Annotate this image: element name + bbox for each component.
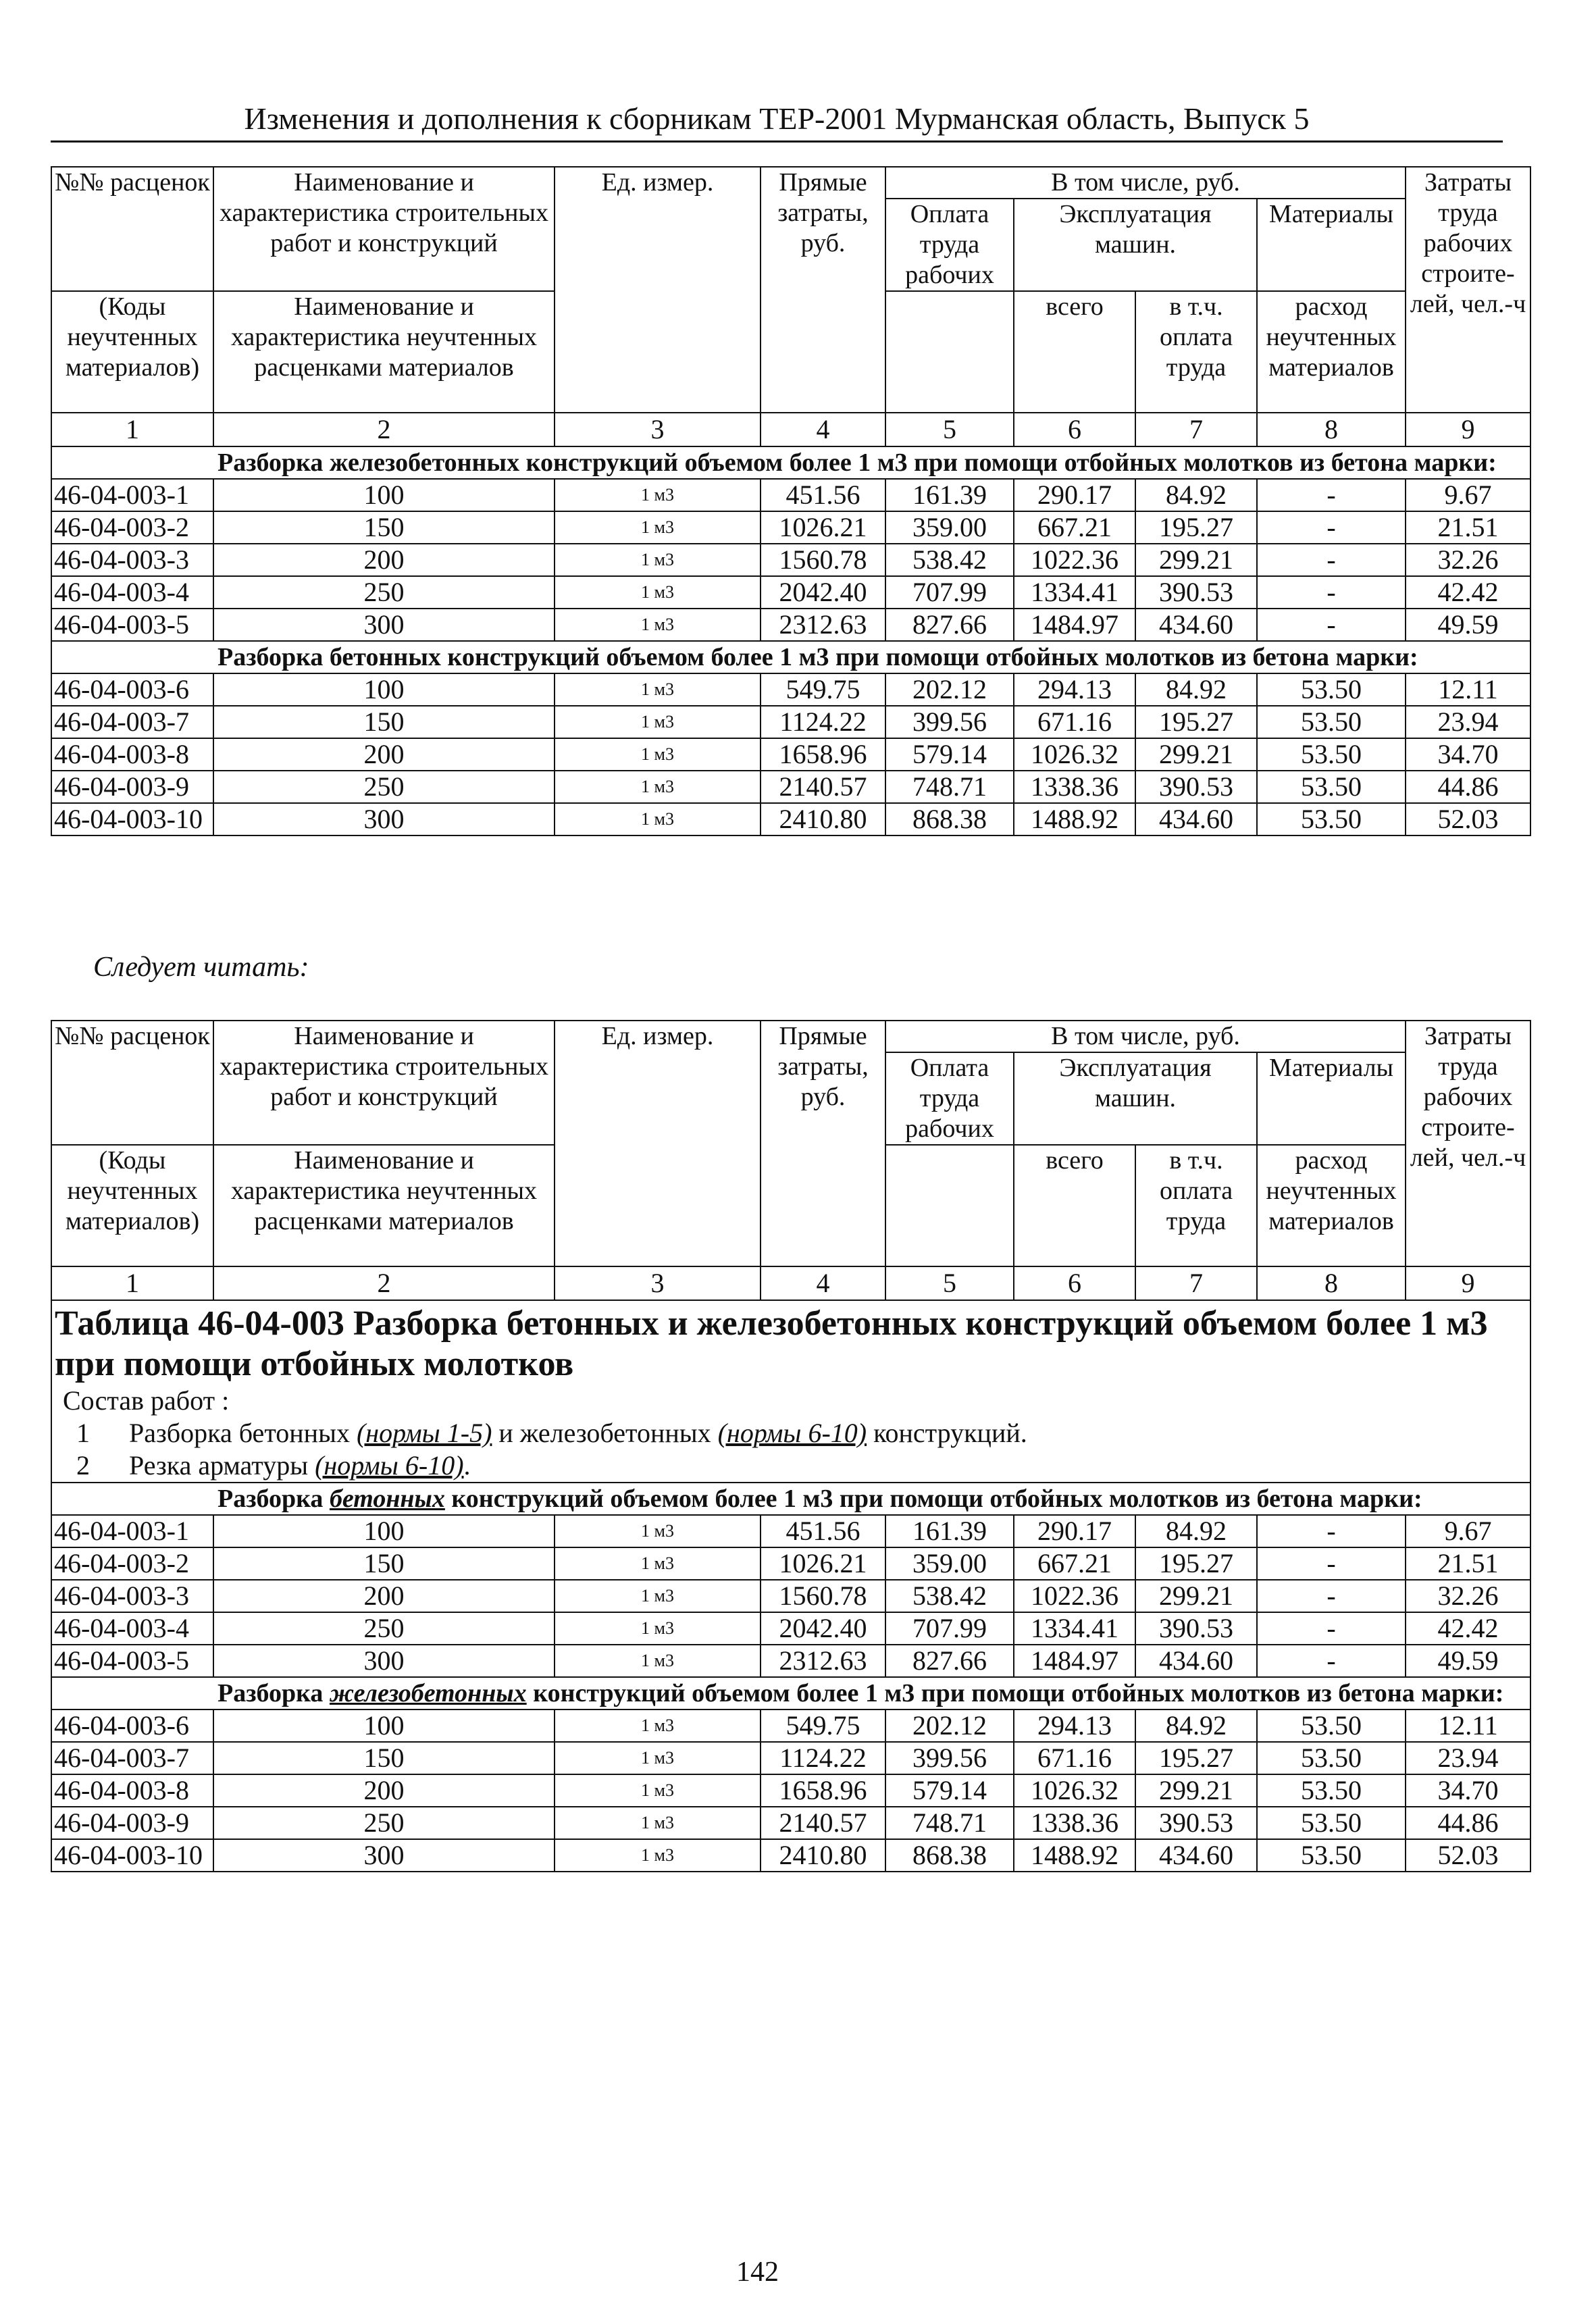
composition-label: Состав работ : [63, 1385, 230, 1416]
rate-code-cell: 46-04-003-6 [51, 673, 213, 706]
col-number: 2 [213, 1266, 555, 1300]
materials-cell: 53.50 [1257, 803, 1406, 835]
table-row [51, 544, 1530, 576]
labor-hours-cell: 42.42 [1406, 576, 1530, 609]
rate-code-cell: 46-04-003-10 [51, 803, 213, 835]
col-number: 6 [1014, 1266, 1135, 1300]
header-rule [51, 140, 1503, 143]
rate-code-cell: 46-04-003-7 [51, 1742, 213, 1774]
machine-total-cell: 667.21 [1014, 1547, 1135, 1580]
machine-labor-cell: 390.53 [1135, 771, 1257, 803]
labor-pay-cell: 579.14 [885, 738, 1014, 771]
materials-cell: - [1257, 609, 1406, 641]
machine-labor-cell: 299.21 [1135, 544, 1257, 576]
machine-total-cell: 1484.97 [1014, 609, 1135, 641]
col8-header: Материалы [1257, 1052, 1406, 1145]
machine-labor-cell: 390.53 [1135, 576, 1257, 609]
direct-cost-cell: 451.56 [761, 479, 885, 511]
section-title-emphasis: бетонных [329, 1485, 445, 1513]
direct-cost-cell: 2042.40 [761, 1612, 885, 1645]
direct-cost-cell: 1560.78 [761, 1580, 885, 1612]
grade-cell: 300 [213, 803, 555, 835]
machine-total-cell: 1026.32 [1014, 738, 1135, 771]
col-number: 3 [555, 1266, 761, 1300]
machine-labor-cell: 434.60 [1135, 1839, 1257, 1872]
grade-cell: 300 [213, 609, 555, 641]
col1-header: №№ расценок [51, 1021, 213, 1145]
unit-cell: 1 м3 [555, 1547, 761, 1580]
unit-cell: 1 м3 [555, 576, 761, 609]
labor-pay-cell: 538.42 [885, 544, 1014, 576]
col-number: 9 [1406, 1266, 1530, 1300]
machine-labor-cell: 390.53 [1135, 1612, 1257, 1645]
grade-cell: 100 [213, 1515, 555, 1547]
unit-cell: 1 м3 [555, 1515, 761, 1547]
unit-cell: 1 м3 [555, 1612, 761, 1645]
rate-code-cell: 46-04-003-4 [51, 576, 213, 609]
section-title-rest: конструкций объемом более 1 м3 при помощи отбойных молотков из бетона марки: [444, 1485, 1422, 1513]
table-row [51, 1547, 1530, 1580]
materials-cell: 53.50 [1257, 1774, 1406, 1807]
labor-hours-cell: 44.86 [1406, 771, 1530, 803]
machine-total-cell: 1488.92 [1014, 1839, 1135, 1872]
materials-cell: - [1257, 1580, 1406, 1612]
col2-subheader: Наименование и характеристика неучтенных расценками материалов [213, 291, 555, 413]
labor-pay-cell: 868.38 [885, 803, 1014, 835]
labor-hours-cell: 44.86 [1406, 1807, 1530, 1839]
page-header: Изменения и дополнения к сборникам ТЕР-2001 Мурманская область, Выпуск 5 [244, 101, 1310, 136]
labor-hours-cell: 34.70 [1406, 1774, 1530, 1807]
unit-cell: 1 м3 [555, 511, 761, 544]
machine-total-cell: 1026.32 [1014, 1774, 1135, 1807]
col1-subheader: (Коды неучтенных материалов) [51, 1145, 213, 1266]
machine-labor-cell: 84.92 [1135, 479, 1257, 511]
machine-total-cell: 1022.36 [1014, 1580, 1135, 1612]
materials-cell: - [1257, 1515, 1406, 1547]
page-number: 142 [736, 2257, 779, 2288]
materials-cell: - [1257, 576, 1406, 609]
machine-labor-cell: 434.60 [1135, 609, 1257, 641]
section-title-prefix: Разборка [217, 1485, 330, 1513]
labor-hours-cell: 49.59 [1406, 609, 1530, 641]
rate-code-cell: 46-04-003-8 [51, 738, 213, 771]
rates-table-original [51, 166, 1531, 836]
composition-item [55, 1449, 1526, 1482]
labor-hours-cell: 9.67 [1406, 1515, 1530, 1547]
unit-cell: 1 м3 [555, 479, 761, 511]
norms-ref: (нормы 6-10) [717, 1418, 867, 1448]
item-text: . [463, 1450, 471, 1481]
labor-pay-cell: 538.42 [885, 1580, 1014, 1612]
labor-pay-cell: 748.71 [885, 771, 1014, 803]
labor-hours-cell: 42.42 [1406, 1612, 1530, 1645]
table-row [51, 1839, 1530, 1872]
table-row [51, 1742, 1530, 1774]
unit-cell: 1 м3 [555, 673, 761, 706]
rate-code-cell: 46-04-003-7 [51, 706, 213, 738]
item-text: Резка арматуры [129, 1450, 315, 1481]
section-title [51, 1677, 1530, 1709]
materials-cell: - [1257, 544, 1406, 576]
col1-subheader: (Коды неучтенных материалов) [51, 291, 213, 413]
direct-cost-cell: 549.75 [761, 673, 885, 706]
machine-total-cell: 1484.97 [1014, 1645, 1135, 1677]
labor-hours-cell: 23.94 [1406, 706, 1530, 738]
col5-subheader [885, 291, 1014, 413]
unit-cell: 1 м3 [555, 1807, 761, 1839]
machine-total-cell: 294.13 [1014, 673, 1135, 706]
materials-cell: - [1257, 1645, 1406, 1677]
grade-cell: 300 [213, 1645, 555, 1677]
machine-labor-cell: 195.27 [1135, 511, 1257, 544]
unit-cell: 1 м3 [555, 1709, 761, 1742]
grade-cell: 150 [213, 706, 555, 738]
col9-header: Затраты труда рабочих строите-лей, чел.-ч [1406, 167, 1530, 413]
labor-hours-cell: 32.26 [1406, 1580, 1530, 1612]
section-title [51, 1483, 1530, 1515]
composition-item [55, 1417, 1526, 1449]
rate-code-cell: 46-04-003-3 [51, 1580, 213, 1612]
col2-header: Наименование и характеристика строительных работ и конструкций [213, 1021, 555, 1145]
labor-hours-cell: 12.11 [1406, 1709, 1530, 1742]
col8-subheader: расход неучтенных материалов [1257, 291, 1406, 413]
incl-header: В том числе, руб. [885, 1021, 1406, 1052]
materials-cell: 53.50 [1257, 738, 1406, 771]
direct-cost-cell: 2312.63 [761, 609, 885, 641]
unit-cell: 1 м3 [555, 738, 761, 771]
direct-cost-cell: 1026.21 [761, 511, 885, 544]
col7-header: в т.ч. оплата труда [1135, 1145, 1257, 1266]
col2-subheader: Наименование и характеристика неучтенных расценками материалов [213, 1145, 555, 1266]
table-row [51, 706, 1530, 738]
machine-total-cell: 1338.36 [1014, 771, 1135, 803]
norms-ref: (нормы 6-10) [315, 1450, 464, 1481]
materials-cell: - [1257, 479, 1406, 511]
table-row [51, 738, 1530, 771]
labor-hours-cell: 12.11 [1406, 673, 1530, 706]
col4-header: Прямые затраты, руб. [761, 167, 885, 413]
rate-code-cell: 46-04-003-10 [51, 1839, 213, 1872]
machine-total-cell: 1338.36 [1014, 1807, 1135, 1839]
col-number: 8 [1257, 1266, 1406, 1300]
table-row [51, 1709, 1530, 1742]
rate-code-cell: 46-04-003-4 [51, 1612, 213, 1645]
direct-cost-cell: 549.75 [761, 1709, 885, 1742]
table-row [51, 771, 1530, 803]
table-title: Таблица 46-04-003 Разборка бетонных и железобетонных конструкций объемом более 1 м3 при помощи отбойных молотков [55, 1304, 1488, 1383]
unit-cell: 1 м3 [555, 1839, 761, 1872]
labor-hours-cell: 49.59 [1406, 1645, 1530, 1677]
direct-cost-cell: 2312.63 [761, 1645, 885, 1677]
grade-cell: 100 [213, 673, 555, 706]
section-header-row [51, 1677, 1530, 1709]
direct-cost-cell: 1658.96 [761, 1774, 885, 1807]
materials-cell: 53.50 [1257, 1807, 1406, 1839]
machine-total-cell: 1488.92 [1014, 803, 1135, 835]
materials-cell: 53.50 [1257, 1839, 1406, 1872]
materials-cell: 53.50 [1257, 673, 1406, 706]
col3-header: Ед. измер. [555, 1021, 761, 1266]
grade-cell: 200 [213, 738, 555, 771]
direct-cost-cell: 451.56 [761, 1515, 885, 1547]
incl-header: В том числе, руб. [885, 167, 1406, 199]
unit-cell: 1 м3 [555, 803, 761, 835]
labor-pay-cell: 399.56 [885, 706, 1014, 738]
col-number: 5 [885, 413, 1014, 446]
direct-cost-cell: 1560.78 [761, 544, 885, 576]
col-number: 4 [761, 1266, 885, 1300]
labor-hours-cell: 32.26 [1406, 544, 1530, 576]
machine-total-cell: 290.17 [1014, 479, 1135, 511]
unit-cell: 1 м3 [555, 1742, 761, 1774]
machine-labor-cell: 390.53 [1135, 1807, 1257, 1839]
machine-total-cell: 290.17 [1014, 1515, 1135, 1547]
machine-labor-cell: 299.21 [1135, 1774, 1257, 1807]
unit-cell: 1 м3 [555, 1774, 761, 1807]
grade-cell: 250 [213, 1612, 555, 1645]
table-row [51, 511, 1530, 544]
rate-code-cell: 46-04-003-9 [51, 1807, 213, 1839]
table-row [51, 803, 1530, 835]
materials-cell: 53.50 [1257, 1709, 1406, 1742]
unit-cell: 1 м3 [555, 544, 761, 576]
unit-cell: 1 м3 [555, 609, 761, 641]
section-title-emphasis: железобетонных [329, 1679, 527, 1707]
section-header-row [51, 1483, 1530, 1515]
labor-hours-cell: 9.67 [1406, 479, 1530, 511]
unit-cell: 1 м3 [555, 1580, 761, 1612]
materials-cell: - [1257, 1547, 1406, 1580]
rate-code-cell: 46-04-003-5 [51, 1645, 213, 1677]
direct-cost-cell: 2410.80 [761, 803, 885, 835]
direct-cost-cell: 1124.22 [761, 706, 885, 738]
labor-pay-cell: 359.00 [885, 1547, 1014, 1580]
materials-cell: 53.50 [1257, 771, 1406, 803]
grade-cell: 250 [213, 576, 555, 609]
machine-labor-cell: 434.60 [1135, 803, 1257, 835]
machine-total-cell: 671.16 [1014, 1742, 1135, 1774]
rate-code-cell: 46-04-003-2 [51, 511, 213, 544]
materials-cell: 53.50 [1257, 1742, 1406, 1774]
machine-total-cell: 1334.41 [1014, 1612, 1135, 1645]
table-caption-cell [51, 1300, 1530, 1483]
machine-total-cell: 667.21 [1014, 511, 1135, 544]
grade-cell: 200 [213, 1774, 555, 1807]
rates-table-corrected [51, 1020, 1531, 1872]
col5-header: Оплата труда рабочих [885, 1052, 1014, 1145]
col-number: 6 [1014, 413, 1135, 446]
item-text: конструкций. [867, 1418, 1027, 1448]
col5-header: Оплата труда рабочих [885, 199, 1014, 291]
grade-cell: 200 [213, 544, 555, 576]
labor-pay-cell: 399.56 [885, 1742, 1014, 1774]
direct-cost-cell: 2140.57 [761, 1807, 885, 1839]
section-title: Разборка железобетонных конструкций объемом более 1 м3 при помощи отбойных молотков из бетона марки: [51, 446, 1530, 479]
labor-pay-cell: 748.71 [885, 1807, 1014, 1839]
table-row [51, 1612, 1530, 1645]
labor-pay-cell: 707.99 [885, 1612, 1014, 1645]
labor-hours-cell: 52.03 [1406, 803, 1530, 835]
col7-header: в т.ч. оплата труда [1135, 291, 1257, 413]
col6-header: всего [1014, 1145, 1135, 1266]
col8-subheader: расход неучтенных материалов [1257, 1145, 1406, 1266]
machine-labor-cell: 84.92 [1135, 1515, 1257, 1547]
section-title: Разборка бетонных конструкций объемом более 1 м3 при помощи отбойных молотков из бетона марки: [51, 641, 1530, 673]
labor-hours-cell: 21.51 [1406, 1547, 1530, 1580]
col-number: 9 [1406, 413, 1530, 446]
rate-code-cell: 46-04-003-1 [51, 479, 213, 511]
unit-cell: 1 м3 [555, 771, 761, 803]
col4-header: Прямые затраты, руб. [761, 1021, 885, 1266]
unit-cell: 1 м3 [555, 706, 761, 738]
materials-cell: 53.50 [1257, 706, 1406, 738]
rate-code-cell: 46-04-003-5 [51, 609, 213, 641]
col-number: 7 [1135, 1266, 1257, 1300]
table-row [51, 1580, 1530, 1612]
col9-header: Затраты труда рабочих строите-лей, чел.-ч [1406, 1021, 1530, 1266]
section-header-row [51, 446, 1530, 479]
direct-cost-cell: 1658.96 [761, 738, 885, 771]
col8-header: Материалы [1257, 199, 1406, 291]
materials-cell: - [1257, 511, 1406, 544]
direct-cost-cell: 2410.80 [761, 1839, 885, 1872]
grade-cell: 100 [213, 1709, 555, 1742]
col5-subheader [885, 1145, 1014, 1266]
table-row [51, 673, 1530, 706]
labor-pay-cell: 161.39 [885, 479, 1014, 511]
col-number: 7 [1135, 413, 1257, 446]
machine-labor-cell: 84.92 [1135, 1709, 1257, 1742]
grade-cell: 150 [213, 1547, 555, 1580]
rate-code-cell: 46-04-003-8 [51, 1774, 213, 1807]
labor-pay-cell: 359.00 [885, 511, 1014, 544]
grade-cell: 300 [213, 1839, 555, 1872]
machine-total-cell: 1334.41 [1014, 576, 1135, 609]
labor-pay-cell: 868.38 [885, 1839, 1014, 1872]
col-number: 8 [1257, 413, 1406, 446]
rate-code-cell: 46-04-003-6 [51, 1709, 213, 1742]
col-number: 1 [51, 1266, 213, 1300]
grade-cell: 100 [213, 479, 555, 511]
table-row [51, 576, 1530, 609]
rate-code-cell: 46-04-003-2 [51, 1547, 213, 1580]
labor-pay-cell: 161.39 [885, 1515, 1014, 1547]
should-read-note: Следует читать: [93, 952, 309, 983]
direct-cost-cell: 1026.21 [761, 1547, 885, 1580]
col-number: 5 [885, 1266, 1014, 1300]
labor-pay-cell: 707.99 [885, 576, 1014, 609]
grade-cell: 150 [213, 511, 555, 544]
rate-code-cell: 46-04-003-1 [51, 1515, 213, 1547]
machine-labor-cell: 195.27 [1135, 706, 1257, 738]
table-row [51, 1774, 1530, 1807]
col-number: 2 [213, 413, 555, 446]
table-row [51, 1645, 1530, 1677]
col3-header: Ед. измер. [555, 167, 761, 413]
labor-pay-cell: 827.66 [885, 1645, 1014, 1677]
item-text: и железобетонных [492, 1418, 718, 1448]
unit-cell: 1 м3 [555, 1645, 761, 1677]
machine-labor-cell: 195.27 [1135, 1547, 1257, 1580]
table-row [51, 1807, 1530, 1839]
col67-header: Эксплуатация машин. [1014, 1052, 1257, 1145]
machine-labor-cell: 299.21 [1135, 738, 1257, 771]
norms-ref: (нормы 1-5) [356, 1418, 492, 1448]
machine-labor-cell: 434.60 [1135, 1645, 1257, 1677]
col-number: 4 [761, 413, 885, 446]
col2-header: Наименование и характеристика строительных работ и конструкций [213, 167, 555, 291]
machine-total-cell: 671.16 [1014, 706, 1135, 738]
labor-hours-cell: 52.03 [1406, 1839, 1530, 1872]
section-title-prefix: Разборка [217, 1679, 330, 1707]
grade-cell: 250 [213, 771, 555, 803]
grade-cell: 250 [213, 1807, 555, 1839]
item-number: 2 [76, 1450, 90, 1481]
section-title-rest: конструкций объемом более 1 м3 при помощи отбойных молотков из бетона марки: [526, 1679, 1504, 1707]
col67-header: Эксплуатация машин. [1014, 199, 1257, 291]
col6-header: всего [1014, 291, 1135, 413]
table-row [51, 609, 1530, 641]
machine-total-cell: 294.13 [1014, 1709, 1135, 1742]
labor-pay-cell: 202.12 [885, 1709, 1014, 1742]
table-row [51, 479, 1530, 511]
rate-code-cell: 46-04-003-9 [51, 771, 213, 803]
machine-labor-cell: 84.92 [1135, 673, 1257, 706]
machine-labor-cell: 299.21 [1135, 1580, 1257, 1612]
materials-cell: - [1257, 1612, 1406, 1645]
section-header-row [51, 641, 1530, 673]
labor-pay-cell: 202.12 [885, 673, 1014, 706]
machine-total-cell: 1022.36 [1014, 544, 1135, 576]
labor-pay-cell: 827.66 [885, 609, 1014, 641]
direct-cost-cell: 2140.57 [761, 771, 885, 803]
item-number: 1 [76, 1418, 90, 1448]
col-number: 3 [555, 413, 761, 446]
col1-header: №№ расценок [51, 167, 213, 291]
col-number: 1 [51, 413, 213, 446]
labor-hours-cell: 23.94 [1406, 1742, 1530, 1774]
labor-pay-cell: 579.14 [885, 1774, 1014, 1807]
labor-hours-cell: 34.70 [1406, 738, 1530, 771]
labor-hours-cell: 21.51 [1406, 511, 1530, 544]
table-row [51, 1515, 1530, 1547]
grade-cell: 200 [213, 1580, 555, 1612]
rate-code-cell: 46-04-003-3 [51, 544, 213, 576]
machine-labor-cell: 195.27 [1135, 1742, 1257, 1774]
grade-cell: 150 [213, 1742, 555, 1774]
item-text: Разборка бетонных [129, 1418, 357, 1448]
direct-cost-cell: 2042.40 [761, 576, 885, 609]
direct-cost-cell: 1124.22 [761, 1742, 885, 1774]
